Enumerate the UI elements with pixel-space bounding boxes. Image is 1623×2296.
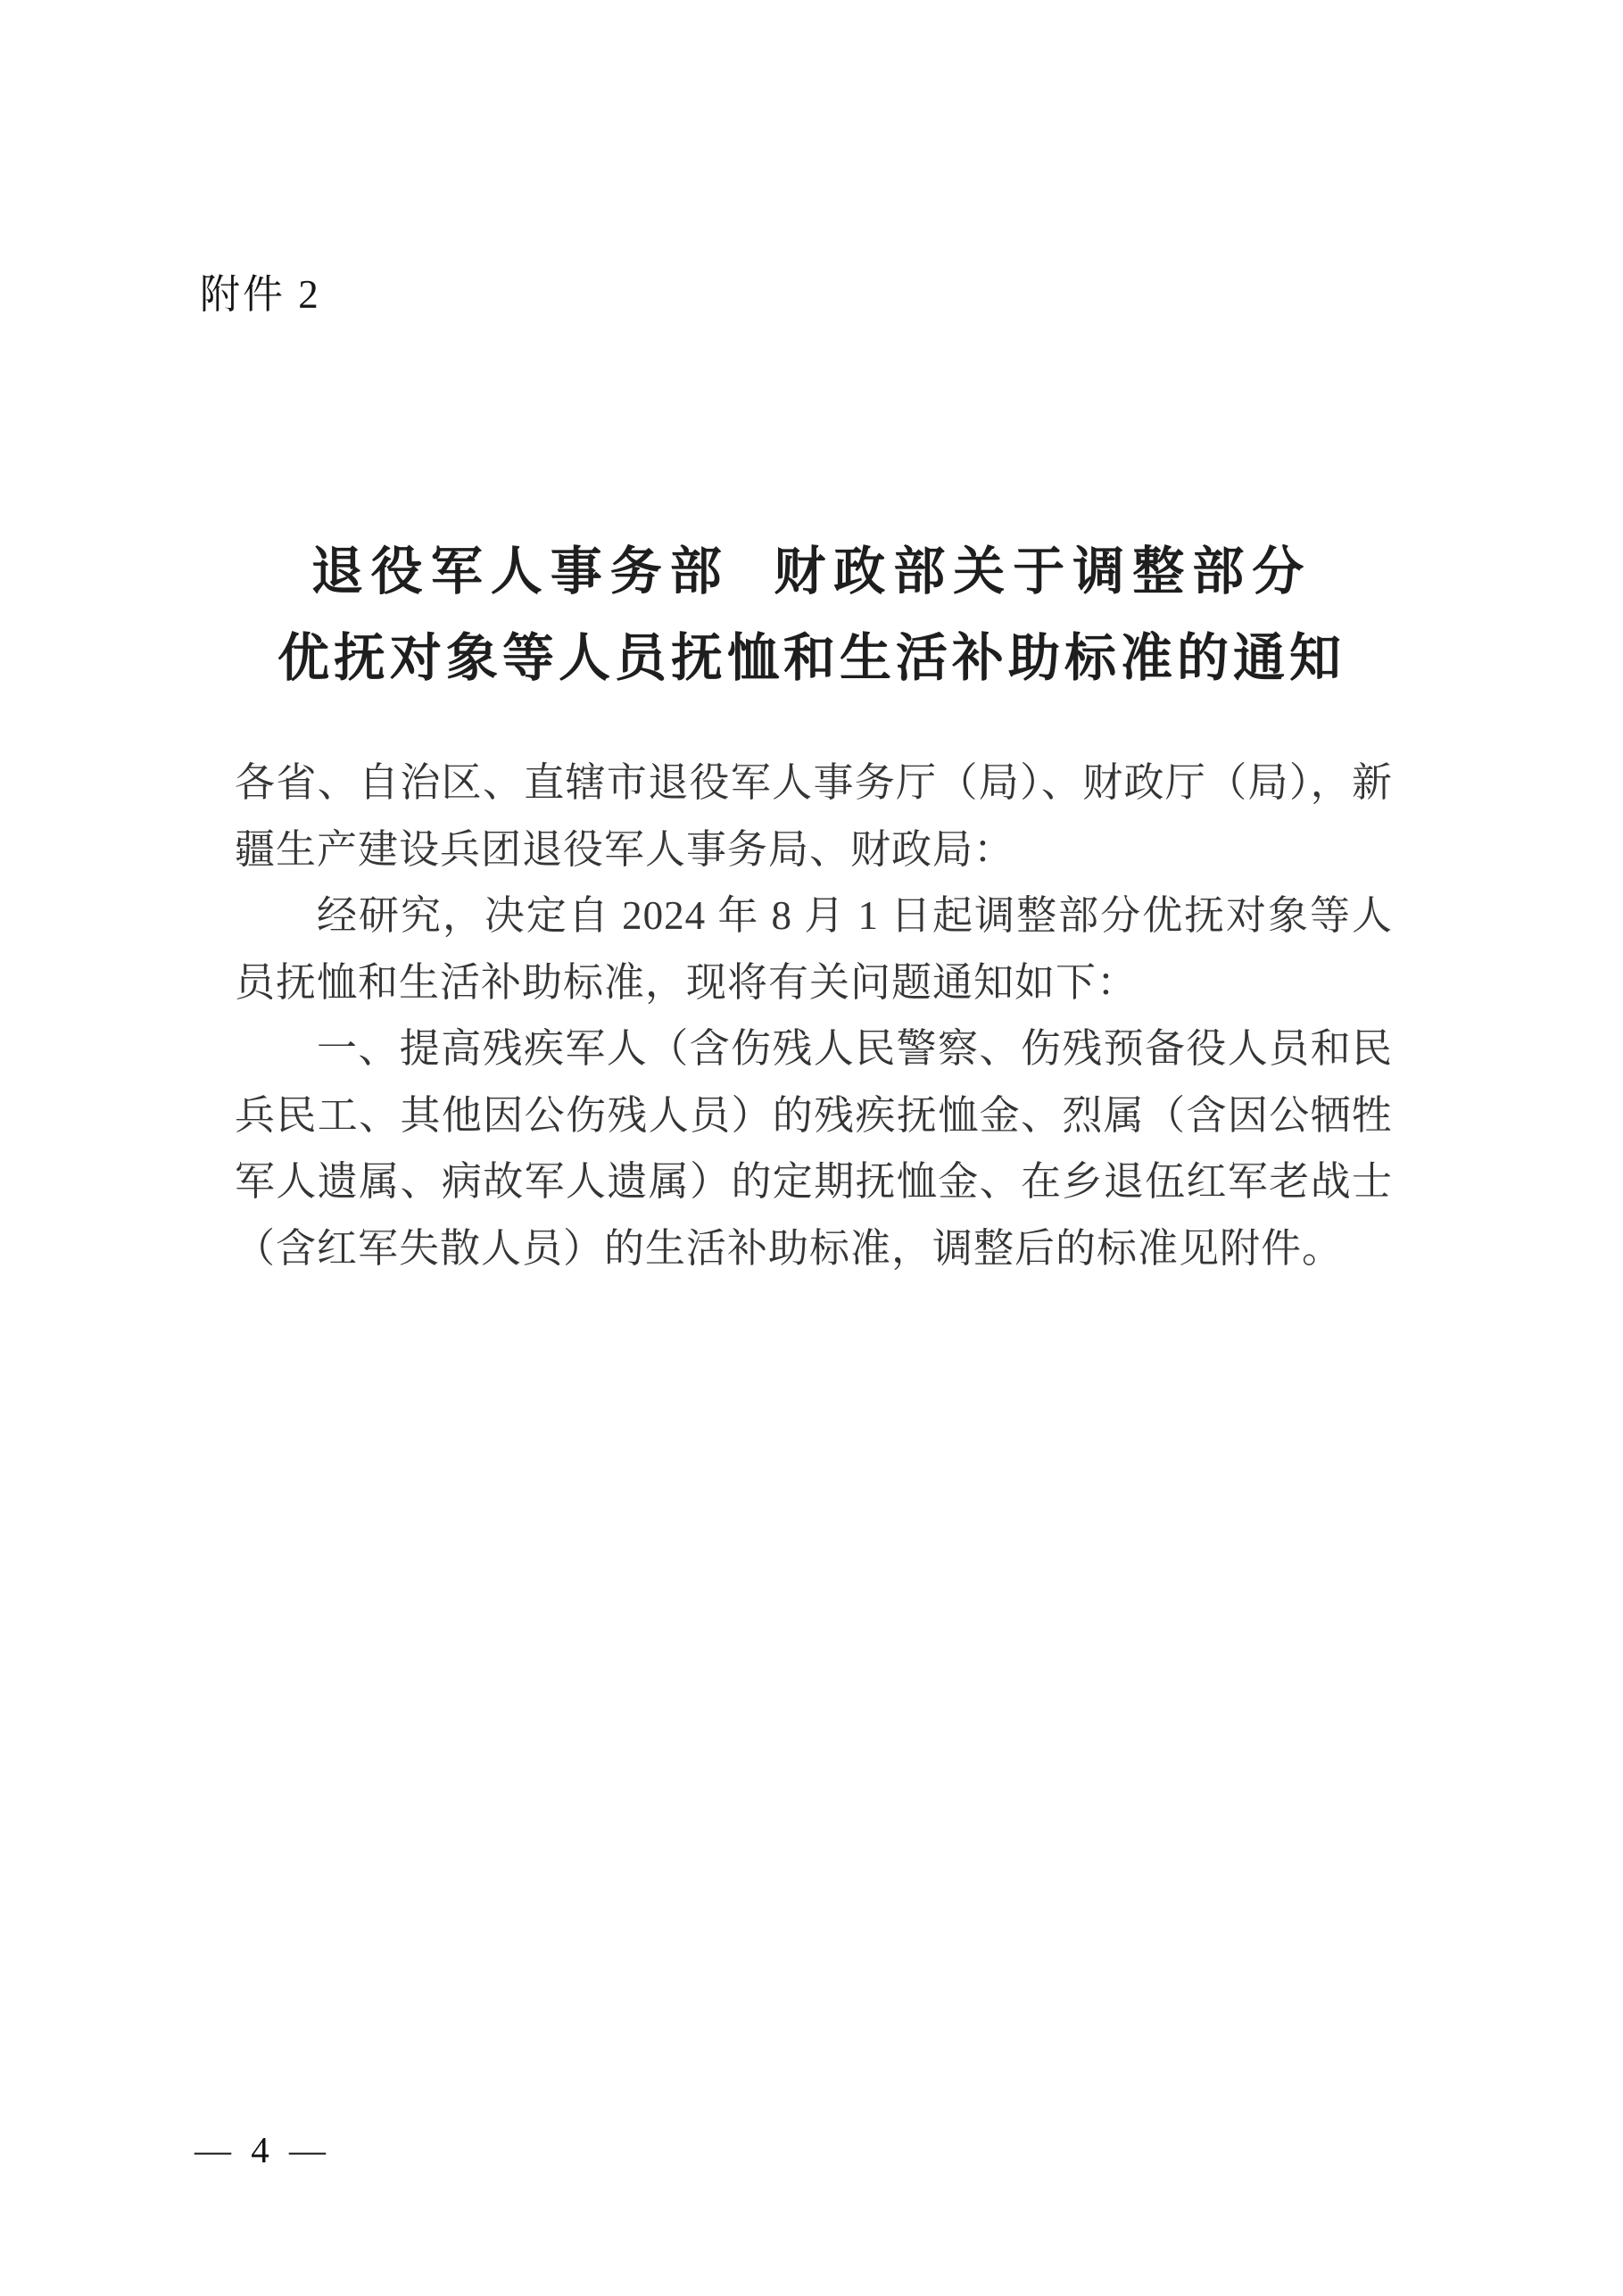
- body-line-3: 经研究，决定自 2024 年 8 月 1 日起调整部分优抚对象等人: [317, 893, 1393, 938]
- body-line-1: 各省、自治区、直辖市退役军人事务厅（局）、财政厅（局），新: [235, 760, 1393, 805]
- document-title: [0, 528, 1623, 701]
- document-title-line-2: 优抚对象等人员抚恤和生活补助标准的通知: [277, 629, 1346, 687]
- document-title-line-1: 退役军人事务部 财政部关于调整部分: [311, 543, 1312, 601]
- body-line-7: 军人遗属、病故军人遗属）的定期抚恤金、在乡退伍红军老战士: [235, 1159, 1393, 1204]
- body-line-6: 兵民工、其他因公伤残人员）的残疾抚恤金、烈属（含因公牺牲: [235, 1092, 1393, 1138]
- body-line-8: （含红军失散人员）的生活补助标准，调整后的标准见附件。: [235, 1225, 1344, 1271]
- page-number: — 4 —: [195, 2129, 331, 2170]
- attachment-label: 附件 2: [200, 272, 321, 317]
- body-line-2: 疆生产建设兵团退役军人事务局、财政局：: [235, 826, 1015, 872]
- body-line-5: 一、提高残疾军人（含伤残人民警察、伤残预备役人员和民: [317, 1026, 1393, 1071]
- document-body: [235, 750, 1393, 1281]
- body-line-4: 员抚恤和生活补助标准，现将有关问题通知如下：: [235, 959, 1139, 1005]
